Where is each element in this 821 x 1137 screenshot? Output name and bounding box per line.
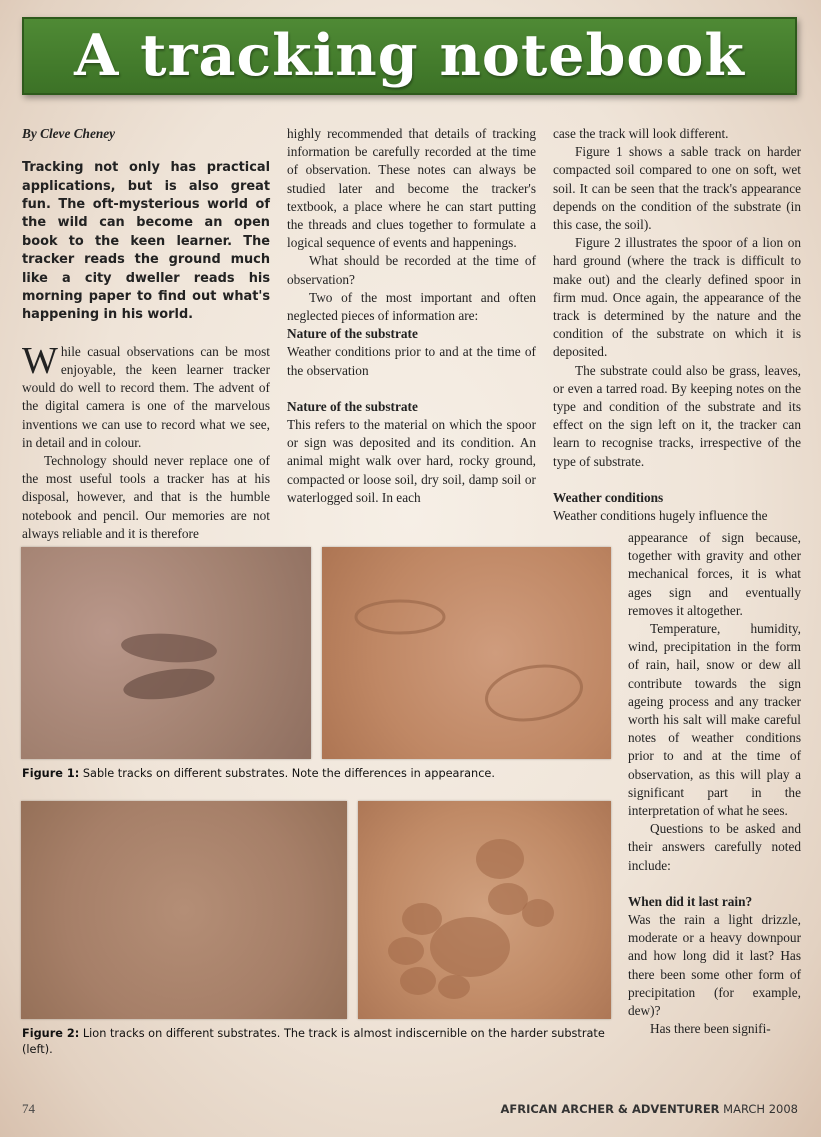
col2-paragraph-5: This refers to the material on which the spoor or sign was deposited and its condition. An animal might walk over hard, rocky ground, compacted or loose soil, dry soil, damp soil or waterlogged soil. In each — [287, 417, 536, 505]
column-2 — [287, 125, 536, 507]
magazine-footer: AFRICAN ARCHER & ADVENTURER MARCH 2008 — [500, 1102, 798, 1116]
column-1 — [22, 125, 270, 543]
column-4 — [628, 529, 801, 1038]
col2-paragraph-3: Two of the most important and often neglected pieces of information are: — [287, 289, 536, 324]
lion-track-mud-photo — [358, 801, 611, 1019]
col1-paragraph-1: While casual observations can be most enjoyable, the keen learner tracker would do well to record them. The advent of the digital camera is one of the marvelous inventions we can use to record what we see, in detail and in colour. — [22, 339, 270, 450]
page-title: A tracking notebook — [74, 22, 745, 89]
figure-2-caption: Figure 2: Lion tracks on different substrates. The track is almost indiscernible on the harder substrate (left). — [22, 1027, 605, 1056]
byline: By Cleve Cheney — [22, 126, 116, 141]
section-heading-substrate: Nature of the substrate — [287, 398, 418, 414]
sable-track-icon — [322, 547, 611, 759]
col4-paragraph-3: Questions to be asked and their answers carefully noted include: — [628, 821, 801, 873]
col2-heading-substrate-list: Nature of the substrate — [287, 326, 418, 342]
col4-paragraph-4: Was the rain a light drizzle, moderate or a heavy downpour and how long did it last? Has there been some other form of precipitation (for example, dew)? — [628, 912, 801, 1019]
section-heading-rain: When did it last rain? — [628, 893, 753, 909]
sable-track-icon — [21, 547, 311, 759]
col3-paragraph-3: Figure 2 illustrates the spoor of a lion on hard ground (where the track is difficult to make out) and the clearly defined spoor in firm mud. Once again, the appearance of the track is determined by the nature and the condition of the substrate on which it is deposited. — [553, 235, 801, 360]
col2-paragraph-2: What should be recorded at the time of observation? — [287, 253, 536, 287]
figure-1-caption: Figure 1: Sable tracks on different substrates. Note the differences in appearance. — [22, 767, 495, 780]
col3-paragraph-1: case the track will look different. — [553, 126, 729, 141]
lede-paragraph: Tracking not only has practical applications, but is also great fun. The oft-mysterious world of the wild can become an open book to the keen learner. The tracker reads the ground much like a city dweller reads his morning paper to find out what's happening in his world. — [22, 160, 270, 323]
col2-paragraph-1: highly recommended that details of tracking information be carefully recorded at the time of observation. These notes can always be studied later and become the tracker's textbook, a place where he can start putting the threads and clues together to formulate a logical sequence of events and happenings. — [287, 126, 536, 251]
col4-paragraph-2: Temperature, humidity, wind, precipitation in the form of rain, hail, snow or dew all contribute towards the sign ageing process and any tracker worth his salt will make careful notes of weather conditions prior to and at the time of observation, as this will play a significant part in the interpretation of what he sees. — [628, 621, 801, 819]
col3-paragraph-4: The substrate could also be grass, leaves, or even a tarred road. By keeping notes on the type and condition of the substrate and its effect on the sign left on it, the tracker can learn to recognise tracks, irrespective of the type of substrate. — [553, 362, 801, 469]
page-number: 74 — [22, 1101, 35, 1116]
col3-paragraph-5: Weather conditions hugely influence the — [553, 508, 768, 524]
drop-cap: W — [22, 339, 58, 382]
col2-paragraph-4: Weather conditions prior to and at the time of the observation — [287, 344, 536, 378]
col3-paragraph-2: Figure 1 shows a sable track on harder compacted soil compared to one on soft, wet soil. It can be seen that the track's appearance depends on the condition of the substrate (in this case, the soil). — [553, 144, 801, 233]
column-3 — [553, 125, 801, 525]
sable-track-hard-soil-photo — [21, 547, 311, 759]
col4-paragraph-1: appearance of sign because, together with gravity and other mechanical forces, it is what ages sign and eventually removes it altogether. — [628, 530, 801, 618]
col1-paragraph-2: Technology should never replace one of the most useful tools a tracker has at his disposal, however, and that is the humble notebook and pencil. Our memories are not always reliable and it is therefore — [22, 453, 270, 541]
paw-print-icon — [358, 801, 611, 1019]
lion-track-hard-ground-photo — [21, 801, 347, 1019]
title-banner — [22, 17, 797, 95]
col4-paragraph-5: Has there been signifi- — [650, 1021, 771, 1037]
sable-track-wet-soil-photo — [322, 547, 611, 759]
section-heading-weather: Weather conditions — [553, 489, 664, 505]
